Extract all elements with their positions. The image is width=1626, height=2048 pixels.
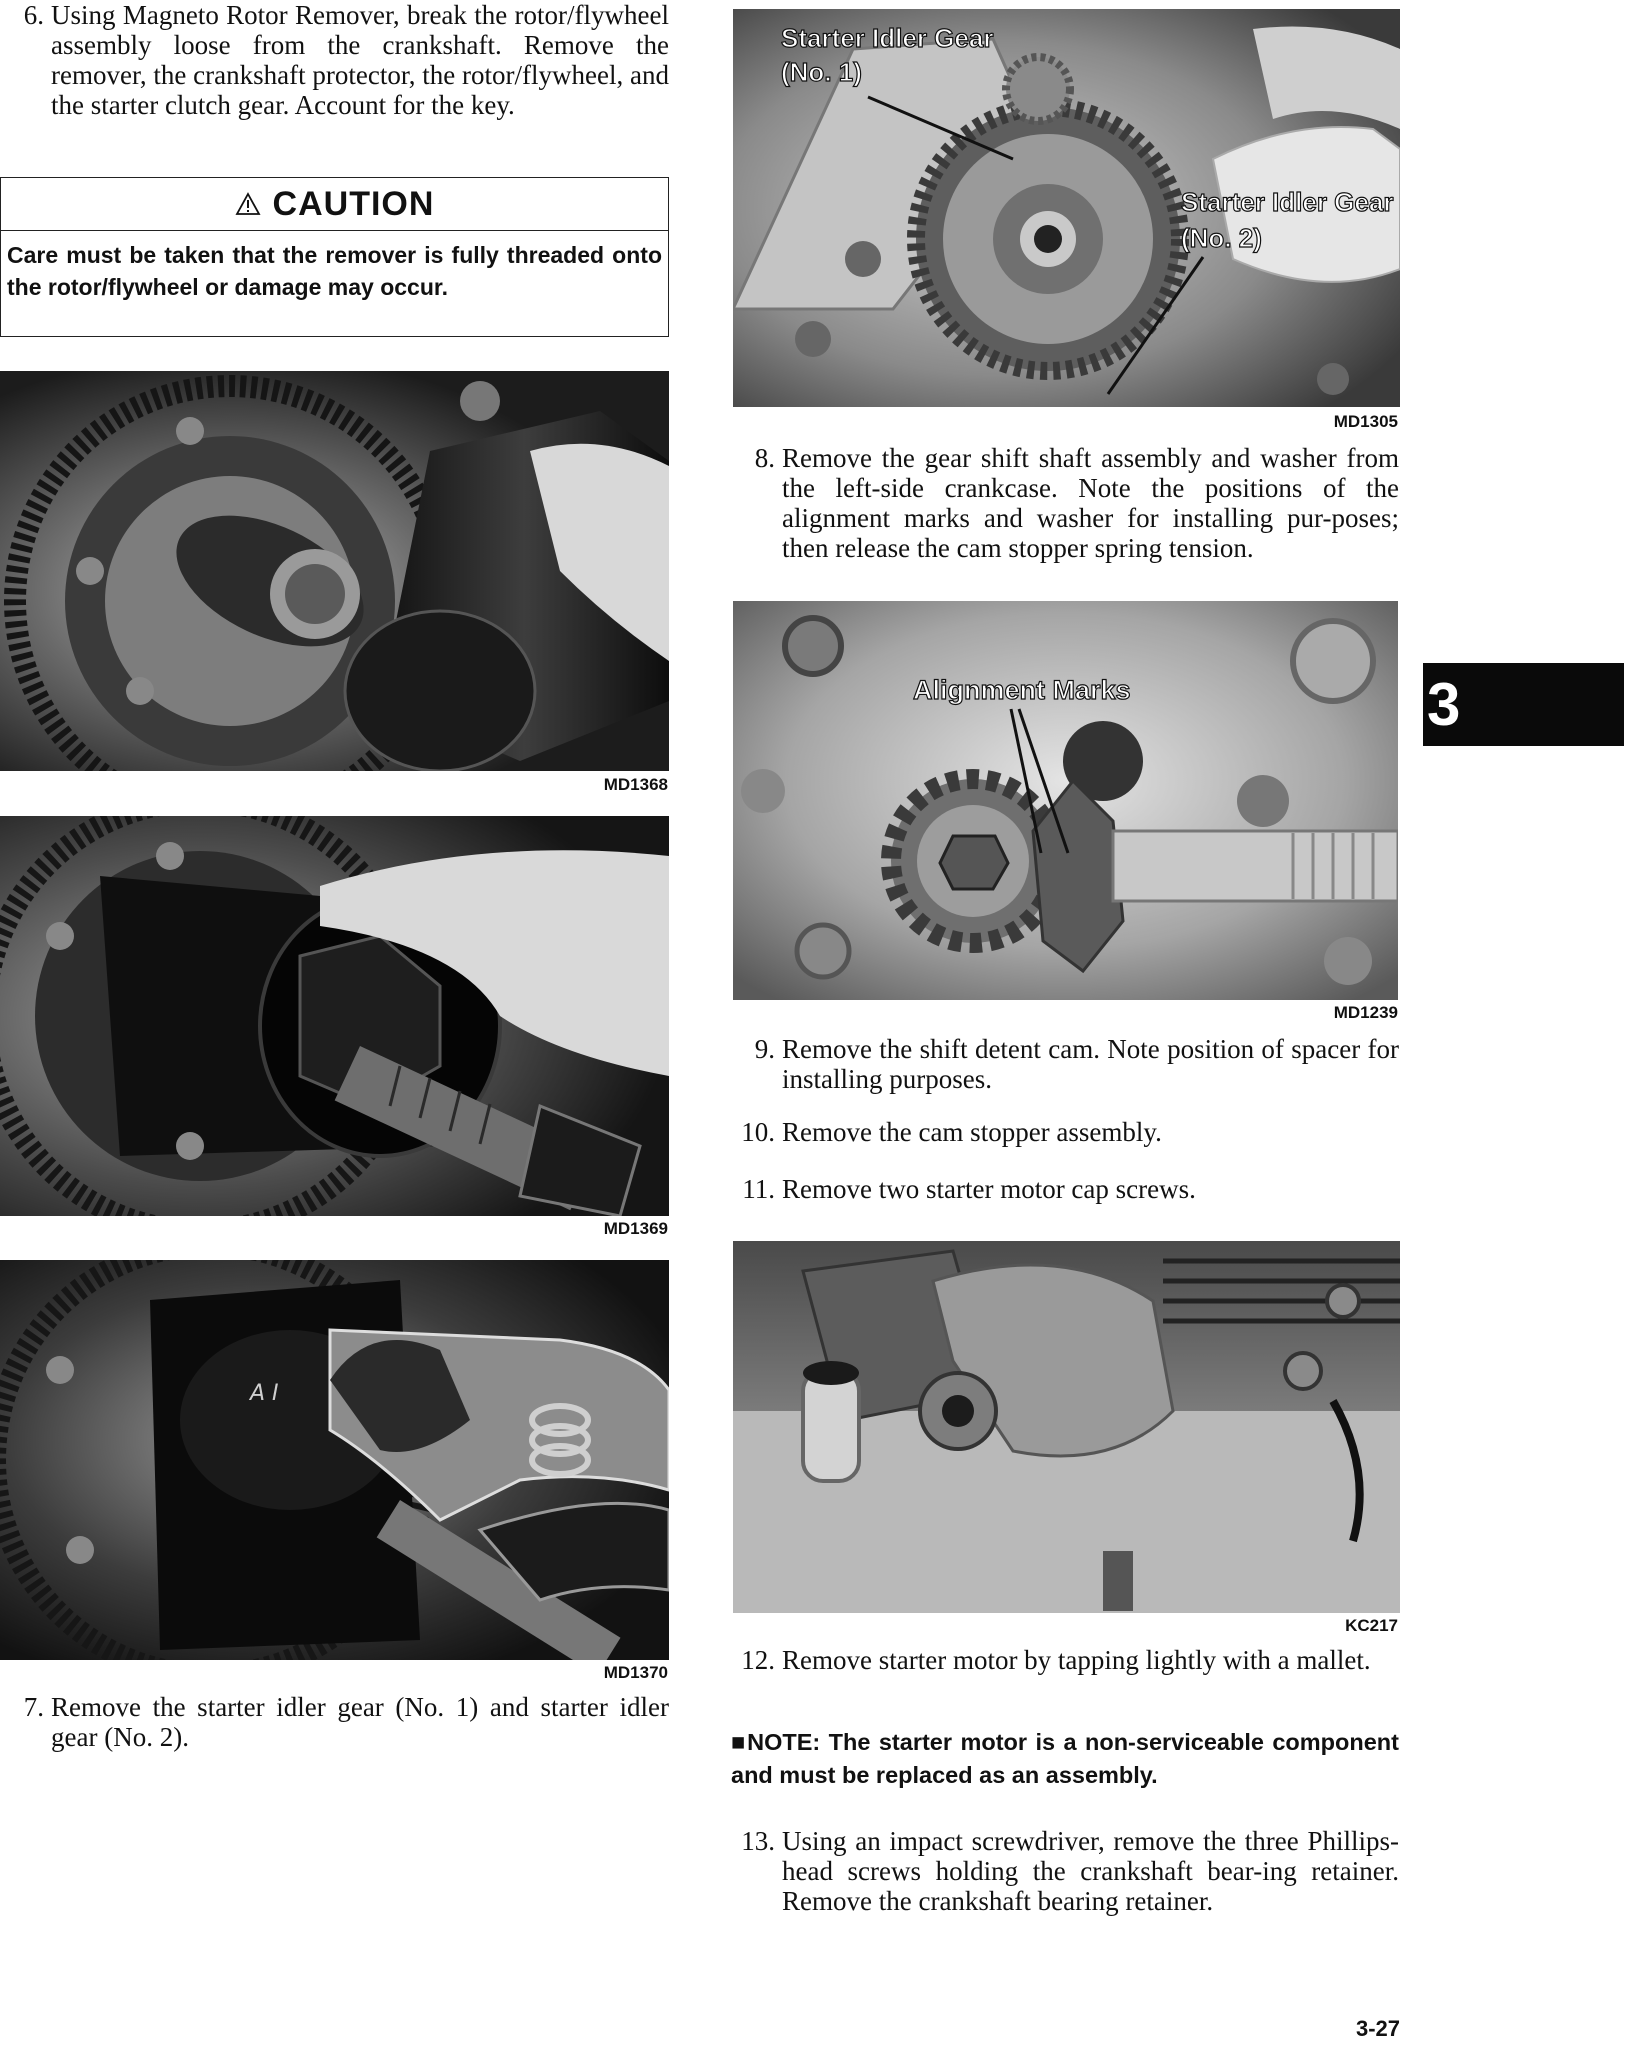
figure-code: MD1305: [1333, 412, 1398, 431]
step-7: [0, 1692, 669, 1754]
figure-code: MD1368: [603, 775, 668, 794]
photo-md1305: [733, 9, 1400, 407]
photo-md1369: [0, 816, 669, 1216]
label-idler-gear-1-num: (No. 1): [781, 57, 862, 87]
section-tab: 3: [1423, 663, 1624, 746]
step-number: 12.: [741, 1645, 775, 1675]
step-11: [731, 1174, 1399, 1206]
caution-text: Care must be taken that the remover is fully threaded onto the rotor/flywheel or damage may occur.: [7, 242, 662, 300]
label-idler-gear-1: Starter Idler Gear: [781, 23, 994, 53]
caution-header: [1, 178, 668, 231]
step-number: 13.: [741, 1826, 775, 1856]
label-idler-gear-2: Starter Idler Gear: [1181, 187, 1394, 217]
warning-triangle-icon: [235, 192, 261, 216]
step-text: Remove the starter idler gear (No. 1) and starter idler gear (No. 2).: [51, 1692, 669, 1752]
step-12: [731, 1645, 1399, 1707]
step-13: [731, 1826, 1399, 1948]
label-alignment-marks: Alignment Marks: [913, 675, 1131, 705]
step-text: Using an impact screwdriver, remove the three Phillips-head screws holding the crankshaft bear-ing retainer. Remove the crankshaft bearing retainer.: [782, 1826, 1399, 1916]
step-9: [731, 1034, 1399, 1096]
step-text: Remove two starter motor cap screws.: [782, 1174, 1196, 1204]
figure-code: KC217: [1345, 1616, 1398, 1635]
note-text: NOTE: The starter motor is a non-serviceable component and must be replaced as an assembly.: [731, 1729, 1399, 1788]
step-text: Remove the gear shift shaft assembly and washer from the left-side crankcase. Note the positions of the alignment marks and washer for installing pur-poses; then release the cam stopper spring tension.: [782, 443, 1399, 563]
figure-code: MD1369: [603, 1219, 668, 1238]
step-10: [731, 1117, 1399, 1149]
step-text: Remove the cam stopper assembly.: [782, 1117, 1162, 1147]
step-number: 7.: [23, 1692, 44, 1722]
svg-text:A I: A I: [250, 1381, 279, 1406]
photo-md1239: [733, 601, 1398, 1000]
caution-title: CAUTION: [272, 184, 435, 223]
step-text: Using Magneto Rotor Remover, break the rotor/flywheel assembly loose from the crankshaft. Remove the remover, the crankshaft protector, the rotor/flywheel, and the starter clutch gear. Account for the key.: [51, 0, 669, 120]
step-number: 6.: [23, 0, 44, 30]
caution-box: [0, 177, 669, 337]
figure-code: MD1370: [603, 1663, 668, 1682]
page-number: 3-27: [1355, 2016, 1400, 2041]
photo-md1368: [0, 371, 669, 771]
step-number: 11.: [742, 1174, 775, 1204]
step-6: [0, 0, 669, 150]
photo-kc217: [733, 1241, 1400, 1613]
note-block: [731, 1726, 1399, 1792]
figure-code: MD1239: [1333, 1003, 1398, 1022]
label-idler-gear-2-num: (No. 2): [1181, 223, 1262, 253]
step-number: 8.: [754, 443, 775, 473]
note-marker: ■: [731, 1729, 748, 1755]
step-text: Remove the shift detent cam. Note position of spacer for installing purposes.: [782, 1034, 1399, 1094]
photo-md1370: [0, 1260, 669, 1660]
step-number: 10.: [741, 1117, 775, 1147]
step-number: 9.: [754, 1034, 775, 1064]
step-8: [731, 443, 1399, 565]
step-text: Remove starter motor by tapping lightly with a mallet.: [782, 1645, 1371, 1675]
